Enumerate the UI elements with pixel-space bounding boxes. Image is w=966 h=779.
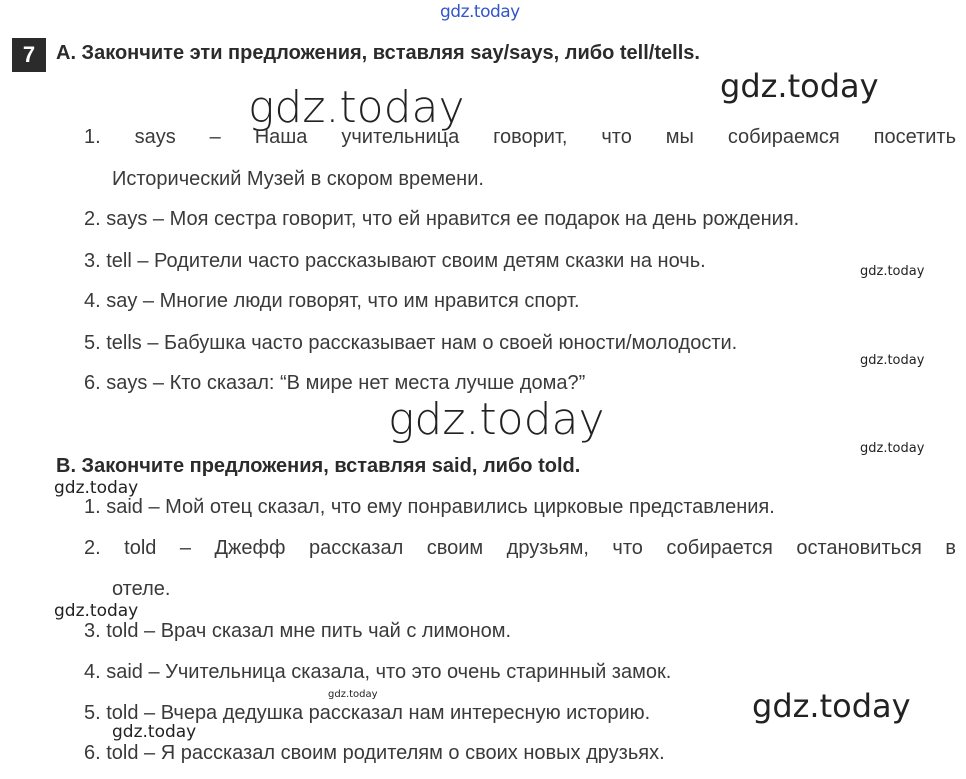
part-b-item-1: 1. said – Мой отец сказал, что ему понравились цирковые представления. xyxy=(84,496,775,518)
part-b-item-2: 2. told – Джефф рассказал своим друзьям, что собирается остановиться в xyxy=(84,537,956,559)
watermark-mid-large: gdz.today xyxy=(388,394,605,445)
watermark-small-2: gdz.today xyxy=(860,353,925,368)
watermark-b-left-3: gdz.today xyxy=(112,722,197,742)
watermark-a-right: gdz.today xyxy=(720,67,879,105)
part-a-item-4: 4. say – Многие люди говорят, что им нравится спорт. xyxy=(84,290,580,312)
part-b-item-2-continuation: отеле. xyxy=(112,578,171,600)
watermark-a-large: gdz.today xyxy=(248,82,465,133)
watermark-b-right: gdz.today xyxy=(752,687,911,725)
part-a-item-6: 6. says – Кто сказал: “В мире нет места лучше дома?” xyxy=(84,372,586,394)
part-a-item-1: 1. says – Наша учительница говорит, что мы собираемся посетить xyxy=(84,126,956,148)
watermark-tiny: gdz.today xyxy=(328,689,378,700)
watermark-b-left-1: gdz.today xyxy=(54,478,139,498)
part-a-item-2: 2. says – Моя сестра говорит, что ей нравится ее подарок на день рождения. xyxy=(84,208,800,230)
part-b-heading: B. Закончите предложения, вставляя said, либо told. xyxy=(56,455,581,477)
watermark-b-left-2: gdz.today xyxy=(54,601,139,621)
task-number-badge: 7 xyxy=(12,38,46,72)
part-b-item-5: 5. told – Вчера дедушка рассказал нам интересную историю. xyxy=(84,702,651,724)
part-b-item-4: 4. said – Учительница сказала, что это очень старинный замок. xyxy=(84,661,672,683)
part-b-item-6: 6. told – Я рассказал своим родителям о своих новых друзьях. xyxy=(84,742,665,764)
part-a-heading: A. Закончите эти предложения, вставляя say/says, либо tell/tells. xyxy=(56,42,700,64)
part-a-item-1-continuation: Исторический Музей в скором времени. xyxy=(112,168,484,190)
watermark-small-1: gdz.today xyxy=(860,264,925,279)
part-a-item-3: 3. tell – Родители часто рассказывают своим детям сказки на ночь. xyxy=(84,250,706,272)
part-b-item-3: 3. told – Врач сказал мне пить чай с лимоном. xyxy=(84,620,512,642)
part-a-item-5: 5. tells – Бабушка часто рассказывает нам о своей юности/молодости. xyxy=(84,332,738,354)
watermark-small-3: gdz.today xyxy=(860,441,925,456)
watermark-top: gdz.today xyxy=(440,2,520,22)
